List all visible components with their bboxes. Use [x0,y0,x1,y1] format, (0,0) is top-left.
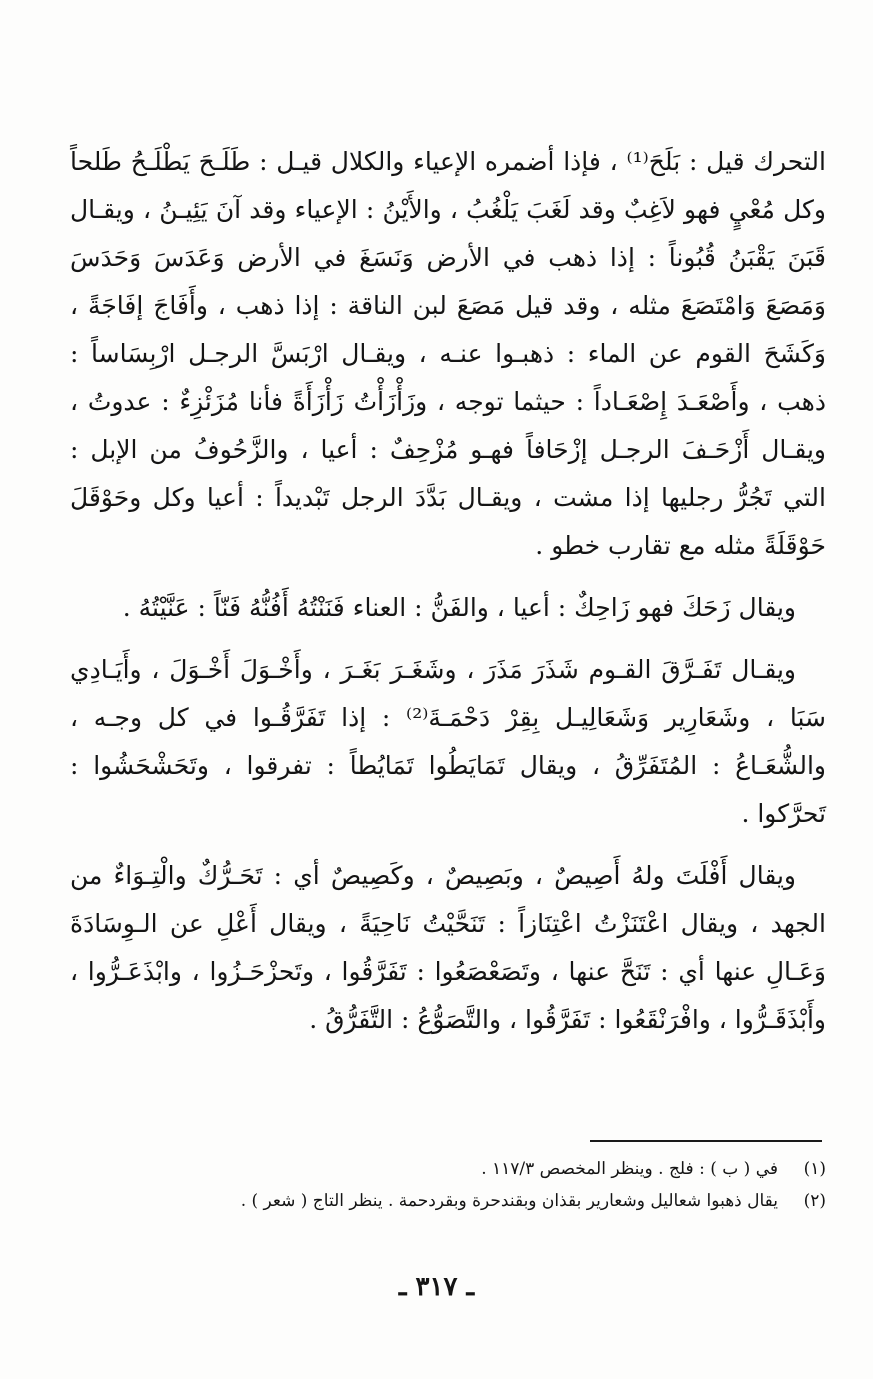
paragraph-4: ويقال أَفْلَتَ ولهُ أَصِيصٌ ، وبَصِيصٌ ، وكَصِيصٌ أي : تَحَـرُّكٌ والْتِـوَاءٌ من الجهد ، ويقال اعْتَنَزْتُ اعْتِنَازاً : تَنَحَّيْتُ نَاحِيَةً ، ويقال أَعْلِ عن الـوِسَادَةَ وَعَـالِ عنها أي : تَنَحَّ عنها ، وتَصَعْصَعُوا : تَفَرَّقُوا ، وتَحزْحَـزُوا ، وابْذَعَـرُّوا ، وأَبْذَقَـرُّوا ، وافْرَنْقَعُوا : تَفَرَّقُوا ، والتَّصَوُّعُ : التَّفَرُّقُ . [70,861,826,1034]
paragraph-gap [70,570,826,584]
footnote-number: (٢) [803,1191,826,1211]
paragraph-1: التحرك قيل : بَلَحَ⁽¹⁾ ، فإذا أضمره الإعياء والكلال قيـل : طَلَـحَ يَطْلَـحُ طَلحاً وكل مُعْيٍ فهو لاَغِبٌ وقد لَغَبَ يَلْغُبُ ، والأَيْنُ : الإعياء وقد آنَ يَئِيـنُ ، ويقـال قَبَنَ يَقْبَنُ قُبُوناً : إذا ذهب في الأرض وَنَسَغَ في الأرض وَعَدَسَ وَحَدَسَ وَمَصَعَ وَامْتَصَعَ مثله ، وقد قيل مَصَعَ لبن الناقة : إذا ذهب ، وأَفَاجَ إفَاجَةً ، وَكَشَحَ القوم عن الماء : ذهبـوا عنـه ، ويقـال ارْبَسَّ الرجـل ارْبِسَاساً : ذهب ، وأَصْعَـدَ إِصْعَـاداً : حيثما توجه ، وزَأْزَأْتُ زَأْزَأَةً فأنا مُزَئْزِءٌ : عدوتُ ، ويقـال أَزْحَـفَ الرجـل إزْحَافاً فهـو مُزْحِفٌ : أعيا ، والزَّحُوفُ من الإبل : التي تَجُرُّ رجليها إذا مشت ، ويقـال بَدَّدَ الرجل تَبْديداً : أعيا وكل وحَوْقَلَ حَوْقَلَةً مثله مع تقارب خطو . [70,147,826,560]
footnote-text: يقال ذهبوا شعاليل وشعارير بقذان وبقندحرة وبقردحمة . ينظر التاج ( شعر ) . [240,1191,778,1211]
footnote-2 [200,1185,826,1217]
footnote-number: (١) [803,1159,826,1179]
paragraph-gap [70,632,826,646]
page-number: ـ ٣١٧ ـ [398,1272,475,1302]
footnote-divider [590,1140,822,1142]
main-text [70,138,826,1044]
footnote-text: في ( ب ) : فلج . وينظر المخصص ١١٧/٣ . [481,1159,778,1179]
paragraph-gap [70,838,826,852]
footnote-1 [200,1153,826,1185]
paragraph-2: ويقال زَحَكَ فهو زَاحِكٌ : أعيا ، والفَنُّ : العناء فَنَنْتُهُ أَفُنُّهُ فَنّاً : عَنَّيْتُهُ . [122,593,796,622]
footnotes [200,1153,826,1217]
paragraph-3: ويقـال تَفَـرَّقَ القـوم شَذَرَ مَذَرَ ، وشَغَـرَ بَغَـرَ ، وأَخْـوَلَ أَخْـوَلَ ، وأَيَـادِي سَبَا ، وشَعَارِير وَشَعَالِيـل بِقِرْ دَحْمَـةَ⁽²⁾ : إذا تَفَرَّقُـوا في كل وجـه ، والشُّعَـاعُ : المُتَفَرِّقُ ، ويقال تَمَايَطُوا تَمَايُطاً : تفرقوا ، وتَحَشْحَشُوا : تَحرَّكوا . [70,655,826,828]
